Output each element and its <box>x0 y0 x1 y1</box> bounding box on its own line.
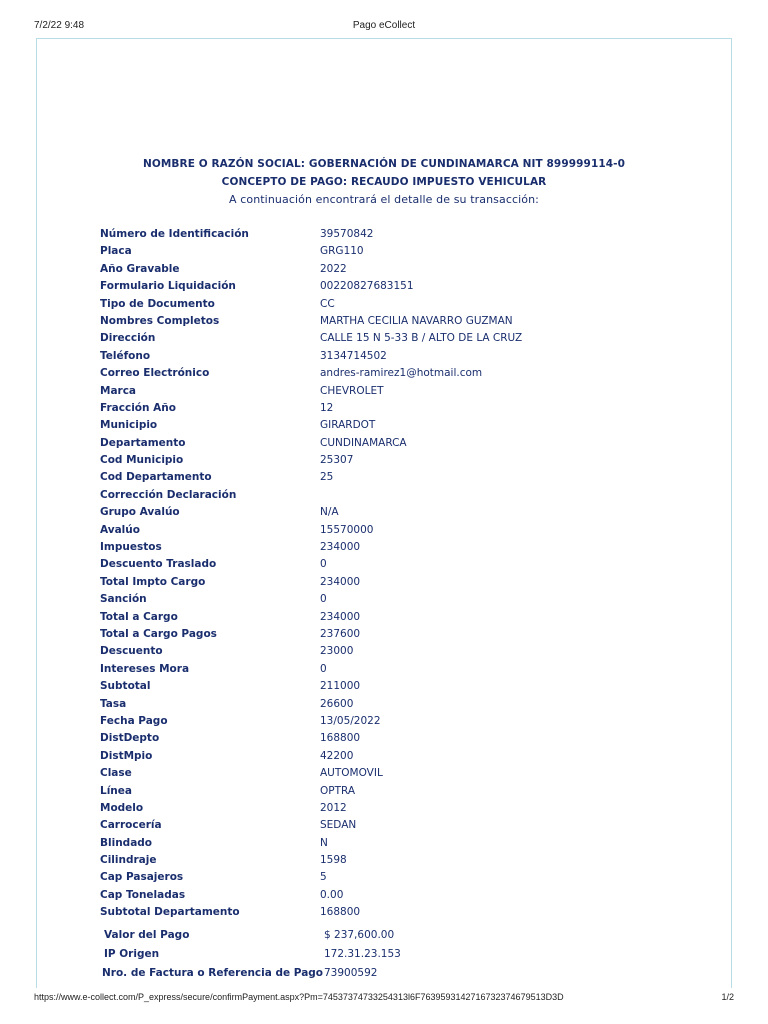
detail-row <box>100 348 700 365</box>
detail-row <box>100 313 700 330</box>
print-title: Pago eCollect <box>352 20 416 31</box>
detail-row <box>100 539 700 556</box>
detail-row <box>100 469 700 486</box>
detail-row <box>100 817 700 834</box>
detail-label: Tipo de Documento <box>100 297 215 310</box>
detail-label: Carrocería <box>100 819 162 832</box>
detail-row <box>100 765 700 782</box>
detail-value: 39570842 <box>320 228 374 240</box>
payment-value-label: Valor del Pago <box>104 929 190 941</box>
detail-row <box>100 800 700 817</box>
transaction-intro: A continuación encontrará el detalle de su transacción: <box>229 193 539 206</box>
detail-value: 168800 <box>320 732 361 745</box>
detail-row <box>100 522 700 539</box>
detail-row <box>100 365 700 382</box>
detail-value: OPTRA <box>320 784 356 797</box>
detail-row <box>100 504 700 521</box>
detail-row <box>100 243 700 260</box>
detail-label: Clase <box>100 767 132 780</box>
detail-value: N/A <box>320 506 339 519</box>
detail-label: Cap Pasajeros <box>100 871 184 884</box>
detail-row <box>100 452 700 469</box>
detail-label: Blindado <box>100 836 153 849</box>
detail-value: 26600 <box>320 697 354 710</box>
detail-label: Tasa <box>100 697 127 710</box>
detail-row <box>100 748 700 765</box>
detail-value: CC <box>320 297 335 310</box>
detail-value: 42200 <box>320 749 354 762</box>
detail-value: MARTHA CECILIA NAVARRO GUZMAN <box>320 314 513 327</box>
detail-label: Línea <box>100 784 132 797</box>
detail-label: Total a Cargo <box>100 610 178 623</box>
detail-value: 211000 <box>320 680 361 693</box>
detail-label: Intereses Mora <box>100 662 190 675</box>
detail-value: AUTOMOVIL <box>320 767 383 780</box>
detail-row <box>100 904 700 921</box>
detail-label: Total Impto Cargo <box>100 575 206 588</box>
detail-label: Fecha Pago <box>100 714 168 727</box>
detail-value: 234000 <box>320 610 361 623</box>
detail-value: 2022 <box>320 262 347 275</box>
detail-value: CALLE 15 N 5-33 B / ALTO DE LA CRUZ <box>320 332 523 345</box>
detail-row <box>100 626 700 643</box>
detail-label: Corrección Declaración <box>100 488 237 501</box>
detail-row <box>100 696 700 713</box>
ip-origin-label: IP Origen <box>104 948 160 960</box>
detail-value: 3134714502 <box>320 349 387 362</box>
detail-row <box>100 609 700 626</box>
detail-label: Dirección <box>100 332 156 345</box>
detail-row <box>100 730 700 747</box>
detail-value: GRG110 <box>320 245 364 258</box>
detail-value: 0 <box>320 558 327 571</box>
detail-value: 12 <box>320 401 334 414</box>
detail-label: Avalúo <box>100 523 140 536</box>
detail-value: GIRARDOT <box>320 419 376 432</box>
detail-value: 234000 <box>320 541 361 554</box>
print-date: 7/2/22 9:48 <box>34 20 85 31</box>
page-url[interactable]: https://www.e-collect.com/P_express/secure/confirmPayment.aspx?Pm=74537374733254313l6F7639593142716732374679513D3D <box>34 992 564 1002</box>
detail-row <box>100 713 700 730</box>
detail-row <box>100 226 700 243</box>
print-header <box>34 20 734 34</box>
detail-row <box>100 591 700 608</box>
detail-row <box>100 852 700 869</box>
detail-row <box>100 574 700 591</box>
detail-value: SEDAN <box>320 819 357 832</box>
detail-row <box>100 661 700 678</box>
detail-label: Municipio <box>100 419 158 432</box>
detail-row <box>100 261 700 278</box>
payment-value: $ 237,600.00 <box>324 929 395 941</box>
detail-label: Cod Departamento <box>100 471 212 484</box>
detail-label: Cod Municipio <box>100 454 184 467</box>
detail-row <box>100 417 700 434</box>
detail-label: Cilindraje <box>100 854 157 867</box>
detail-label: Subtotal <box>100 680 151 693</box>
page-number: 1/2 <box>721 992 734 1002</box>
entity-heading: NOMBRE O RAZÓN SOCIAL: GOBERNACIÓN DE CUNDINAMARCA NIT 899999114-0 <box>142 158 626 170</box>
detail-row <box>100 330 700 347</box>
detail-value: 00220827683151 <box>320 280 414 293</box>
detail-value: 237600 <box>320 627 361 640</box>
detail-row <box>100 435 700 452</box>
detail-value: 168800 <box>320 906 361 919</box>
reference-label: Nro. de Factura o Referencia de Pago <box>102 967 324 979</box>
detail-value: N <box>320 836 328 849</box>
detail-label: Total a Cargo Pagos <box>100 627 217 640</box>
reference-value: 73900592 <box>324 967 378 979</box>
detail-row <box>100 678 700 695</box>
detail-value: 234000 <box>320 575 361 588</box>
detail-row <box>100 783 700 800</box>
detail-label: Formulario Liquidación <box>100 280 236 293</box>
detail-label: Correo Electrónico <box>100 367 210 380</box>
detail-label: Cap Toneladas <box>100 888 186 901</box>
detail-row <box>100 835 700 852</box>
detail-label: Año Gravable <box>100 262 180 275</box>
detail-row <box>100 400 700 417</box>
detail-value: 0.00 <box>320 888 344 901</box>
detail-label: Departamento <box>100 436 186 449</box>
detail-label: Fracción Año <box>100 401 176 414</box>
ip-origin-value: 172.31.23.153 <box>324 948 401 960</box>
detail-label: Descuento Traslado <box>100 558 217 571</box>
detail-row <box>100 643 700 660</box>
detail-row <box>100 869 700 886</box>
detail-label: Subtotal Departamento <box>100 906 240 919</box>
transaction-details <box>100 226 700 922</box>
detail-value: 5 <box>320 871 327 884</box>
detail-row <box>100 296 700 313</box>
detail-label: Nombres Completos <box>100 314 220 327</box>
detail-value: 1598 <box>320 854 347 867</box>
detail-row <box>100 887 700 904</box>
detail-value: 0 <box>320 662 327 675</box>
print-footer <box>34 992 734 1006</box>
detail-label: Impuestos <box>100 541 162 554</box>
detail-value: CUNDINAMARCA <box>320 436 407 449</box>
detail-label: Modelo <box>100 801 144 814</box>
detail-value: 15570000 <box>320 523 374 536</box>
detail-label: DistMpio <box>100 749 153 762</box>
detail-value: 13/05/2022 <box>320 714 381 727</box>
detail-row <box>100 487 700 504</box>
detail-label: Número de Identificación <box>100 228 249 240</box>
detail-value: 2012 <box>320 801 347 814</box>
detail-value: andres-ramirez1@hotmail.com <box>320 367 483 380</box>
detail-value: 25307 <box>320 454 354 467</box>
detail-value: CHEVROLET <box>320 384 384 397</box>
detail-row <box>100 556 700 573</box>
detail-label: Placa <box>100 245 132 258</box>
detail-row <box>100 278 700 295</box>
detail-label: Teléfono <box>100 349 151 362</box>
detail-label: Sanción <box>100 593 147 606</box>
detail-label: Grupo Avalúo <box>100 506 180 519</box>
detail-value: 0 <box>320 593 327 606</box>
detail-value: 25 <box>320 471 334 484</box>
payment-concept-heading: CONCEPTO DE PAGO: RECAUDO IMPUESTO VEHICULAR <box>221 176 547 188</box>
detail-label: Marca <box>100 384 137 397</box>
detail-label: Descuento <box>100 645 163 658</box>
detail-value: 23000 <box>320 645 354 658</box>
detail-label: DistDepto <box>100 732 160 745</box>
detail-row <box>100 383 700 400</box>
